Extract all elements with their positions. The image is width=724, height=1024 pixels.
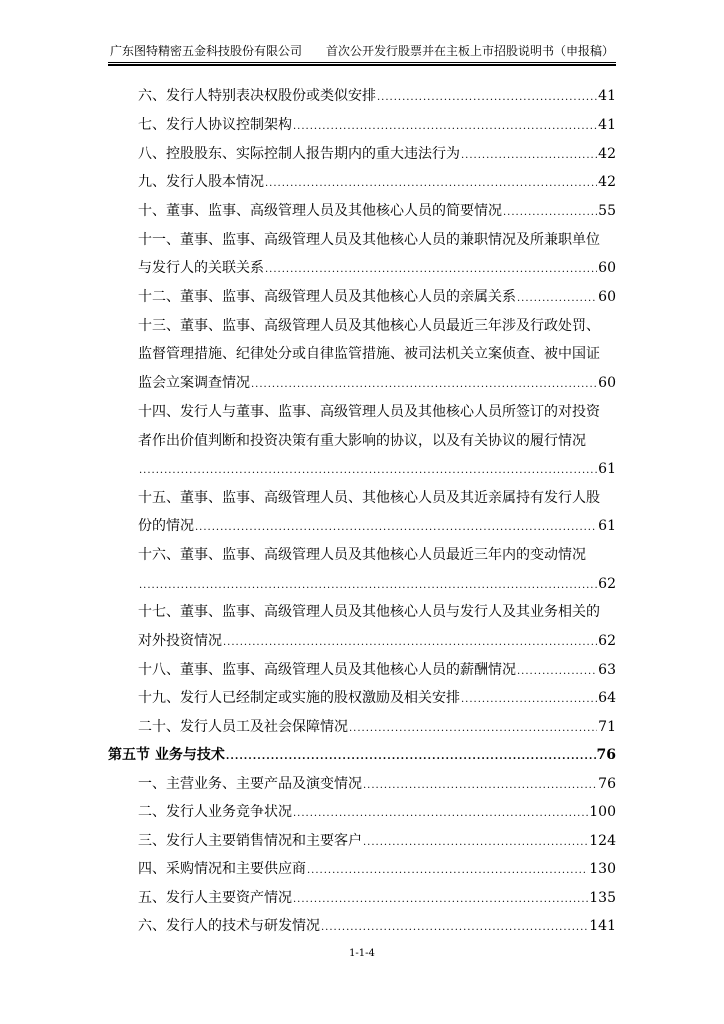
toc-entry-continuation[interactable] [138, 258, 616, 280]
toc-entry-page: 60 [598, 260, 616, 276]
toc-entry[interactable] [138, 859, 616, 881]
toc-leader [293, 804, 588, 824]
toc-entry[interactable] [138, 86, 616, 108]
toc-leader [321, 918, 588, 938]
toc-leader [503, 203, 597, 223]
toc-entry-title: 十六、董事、监事、高级管理人员及其他核心人员最近三年内的变动情况 [138, 547, 586, 563]
toc-entry-continuation[interactable] [138, 459, 616, 481]
toc-entry-continuation[interactable] [138, 574, 616, 596]
toc-entry-title: 十五、董事、监事、高级管理人员、其他核心人员及其近亲属持有发行人股 [138, 490, 600, 506]
toc-entry-page: 76 [596, 747, 616, 763]
toc-entry-page: 130 [589, 861, 616, 877]
toc-leader [226, 747, 596, 767]
toc-entry-continuation[interactable] [138, 373, 616, 395]
toc-entry-page: 135 [589, 890, 616, 906]
toc-entry-title-cont: 对外投资情况 [138, 633, 222, 649]
toc-entry-title: 十九、发行人已经制定或实施的股权激励及相关安排 [138, 690, 460, 706]
toc-entry[interactable] [138, 802, 616, 824]
toc-entry[interactable] [138, 172, 616, 194]
toc-entry-page: 100 [589, 804, 616, 820]
page-number: 1-1-4 [349, 948, 375, 959]
toc-entry[interactable] [138, 602, 616, 622]
toc-leader [195, 518, 597, 538]
toc-entry-page: 61 [598, 461, 616, 477]
toc-entry-title: 二十、发行人员工及社会保障情况 [138, 719, 348, 735]
toc-entry-page: 63 [598, 662, 616, 678]
toc-entry-title-cont: 者作出价值判断和投资决策有重大影响的协议，以及有关协议的履行情况 [138, 433, 586, 449]
toc-entry-title: 十一、董事、监事、高级管理人员及其他核心人员的兼职情况及所兼职单位 [138, 232, 600, 248]
toc-leader [307, 861, 588, 881]
toc-leader [363, 776, 597, 796]
toc-entry[interactable] [138, 545, 616, 565]
toc-entry-title: 六、发行人的技术与研发情况 [138, 918, 320, 934]
toc-entry-page: 62 [598, 633, 616, 649]
toc-entry-page: 71 [598, 719, 616, 735]
toc-leader [293, 117, 597, 137]
toc-entry-title: 十三、董事、监事、高级管理人员及其他核心人员最近三年涉及行政处罚、 [138, 318, 600, 334]
toc-entry-continuation[interactable] [138, 431, 616, 451]
toc-leader [377, 88, 597, 108]
toc-entry-page: 61 [598, 518, 616, 534]
toc-entry-continuation[interactable] [138, 516, 616, 538]
header-company: 广东图特精密五金科技股份有限公司 [110, 44, 303, 58]
toc-entry-title: 六、发行人特别表决权股份或类似安排 [138, 88, 376, 104]
toc-leader [461, 690, 597, 710]
toc-entry[interactable] [138, 717, 616, 739]
toc-entry[interactable] [138, 115, 616, 137]
toc-entry-title: 十二、董事、监事、高级管理人员及其他核心人员的亲属关系 [138, 289, 516, 305]
toc-entry[interactable] [138, 230, 616, 250]
toc-entry-page: 62 [598, 576, 616, 592]
toc-entry-title: 十四、发行人与董事、监事、高级管理人员及其他核心人员所签订的对投资 [138, 404, 600, 420]
toc-leader [223, 633, 597, 653]
toc-entry-continuation[interactable] [138, 631, 616, 653]
toc-entry[interactable] [138, 831, 616, 853]
toc-section-title: 第五节 业务与技术 [108, 747, 225, 763]
toc-entry[interactable] [138, 287, 616, 309]
toc-leader [517, 289, 597, 309]
toc-entry[interactable] [138, 916, 616, 938]
toc-entry-page: 41 [598, 117, 616, 133]
toc-leader [265, 260, 597, 280]
toc-entry[interactable] [138, 201, 616, 223]
toc-leader [265, 174, 597, 194]
toc-leader [251, 375, 597, 395]
toc-entry-page: 55 [598, 203, 616, 219]
toc-entry-title-cont: 监督管理措施、纪律处分或自律监管措施、被司法机关立案侦查、被中国证 [138, 346, 600, 362]
toc-entry[interactable] [138, 488, 616, 508]
toc-entry-page: 42 [598, 174, 616, 190]
toc-entry-title-cont: 监会立案调查情况 [138, 375, 250, 391]
toc-entry-title: 十、董事、监事、高级管理人员及其他核心人员的简要情况 [138, 203, 502, 219]
toc-leader [363, 833, 588, 853]
toc-leader [349, 719, 597, 739]
toc-entry-title: 十七、董事、监事、高级管理人员及其他核心人员与发行人及其业务相关的 [138, 604, 600, 620]
toc-entry-page: 60 [598, 375, 616, 391]
toc-entry-title: 七、发行人协议控制架构 [138, 117, 292, 133]
toc-entry-page: 76 [598, 776, 616, 792]
toc-entry-page: 41 [598, 88, 616, 104]
toc-leader [517, 662, 597, 682]
toc-leader [293, 890, 588, 910]
toc-section-entry[interactable] [108, 745, 616, 767]
toc-entry-page: 124 [589, 833, 616, 849]
toc-entry[interactable] [138, 660, 616, 682]
toc-leader [139, 461, 597, 481]
toc-entry-page: 141 [589, 918, 616, 934]
toc-entry[interactable] [138, 774, 616, 796]
toc-entry[interactable] [138, 144, 616, 166]
toc-entry-title: 十八、董事、监事、高级管理人员及其他核心人员的薪酬情况 [138, 662, 516, 678]
toc-entry-page: 60 [598, 289, 616, 305]
toc-entry-title: 九、发行人股本情况 [138, 174, 264, 190]
toc-entry-page: 42 [598, 146, 616, 162]
toc-entry-title: 八、控股股东、实际控制人报告期内的重大违法行为 [138, 146, 460, 162]
toc-entry-title: 五、发行人主要资产情况 [138, 890, 292, 906]
toc-entry-continuation[interactable] [138, 344, 616, 364]
toc-entry[interactable] [138, 688, 616, 710]
toc-leader [461, 146, 597, 166]
toc-entry-page: 64 [598, 690, 616, 706]
toc-entry-title: 四、采购情况和主要供应商 [138, 861, 306, 877]
toc-entry-title-cont: 与发行人的关联关系 [138, 260, 264, 276]
toc-leader [139, 576, 597, 596]
toc-entry[interactable] [138, 402, 616, 422]
toc-entry-title: 一、主营业务、主要产品及演变情况 [138, 776, 362, 792]
page-header [108, 40, 616, 63]
toc-entry[interactable] [138, 316, 616, 336]
toc-entry-title-cont: 份的情况 [138, 518, 194, 534]
toc-entry-title: 二、发行人业务竞争状况 [138, 804, 292, 820]
header-doc-title: 首次公开发行股票并在主板上市招股说明书（申报稿） [325, 44, 614, 58]
toc-entry-title: 三、发行人主要销售情况和主要客户 [138, 833, 362, 849]
toc-entry[interactable] [138, 888, 616, 910]
